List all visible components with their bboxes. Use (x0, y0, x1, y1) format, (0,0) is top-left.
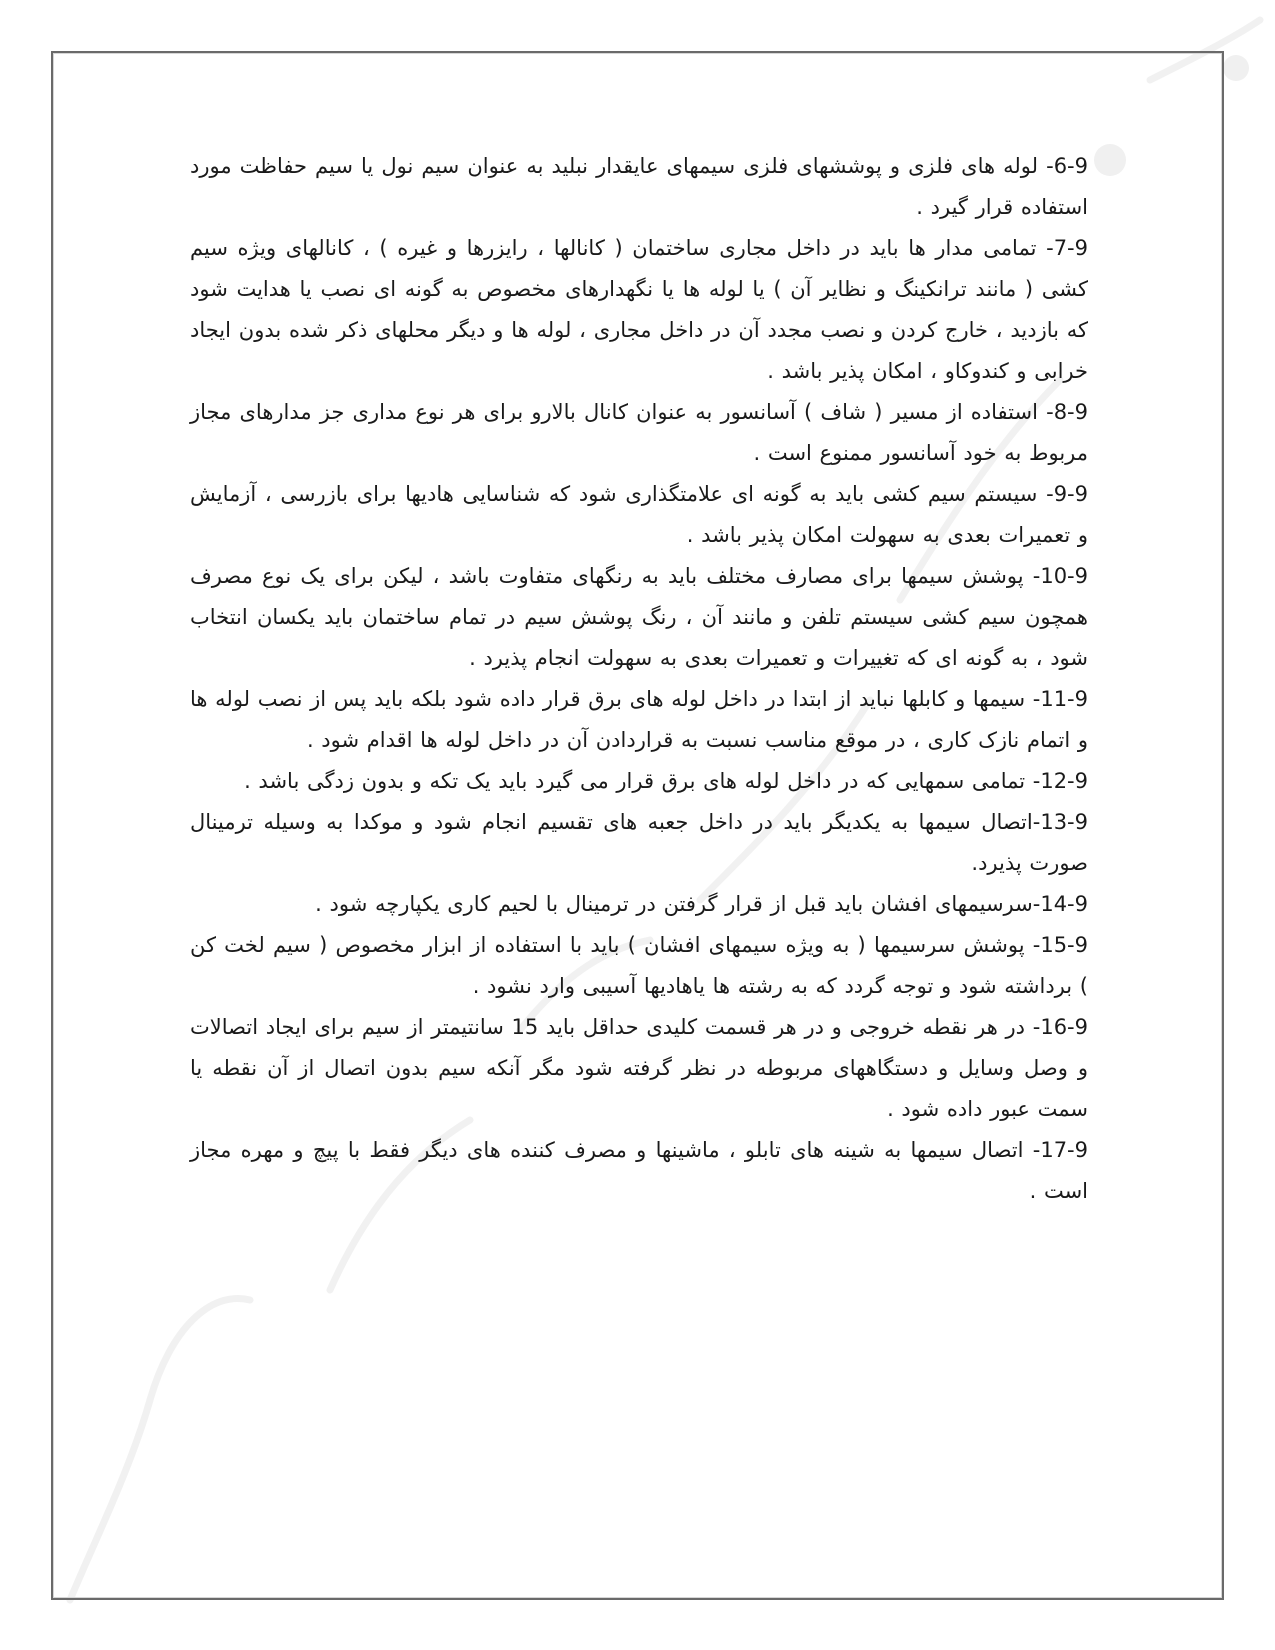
paragraph-9-7: 7-9- تمامی مدار ها باید در داخل مجاری ساختمان ( کانالها ، رایزرها و غیره ) ، کانالهای ویژه سیم کشی ( مانند ترانکینگ و نظایر آن ) یا لوله ها یا نگهدارهای مخصوص به گونه ای نصب یا هدایت شود که بازدید ، خارج کردن و نصب مجدد آن در داخل مجاری ، لوله ها و دیگر محلهای ذکر شده بدون ایجاد خرابی و کندوکاو ، امکان پذیر باشد . (190, 236, 1088, 383)
paragraph-9-13: 13-9-اتصال سیمها به یکدیگر باید در داخل جعبه های تقسیم انجام شود و موکدا به وسیله ترمینال صورت پذیرد. (190, 810, 1088, 875)
paragraph-9-8: 8-9- استفاده از مسیر ( شاف ) آسانسور به عنوان کانال بالارو برای هر نوع مداری جز مدارهای مجاز مربوط به خود آسانسور ممنوع است . (190, 400, 1088, 465)
paragraph-9-15: 15-9- پوشش سرسیمها ( به ویژه سیمهای افشان ) باید با استفاده از ابزار مخصوص ( سیم لخت کن ) برداشته شود و توجه گردد که به رشته ها یاهادیها آسیبی وارد نشود . (190, 933, 1088, 998)
paragraph-9-17: 17-9- اتصال سیمها به شینه های تابلو ، ماشینها و مصرف کننده های دیگر فقط با پیچ و مهره مجاز است . (190, 1138, 1088, 1203)
paragraph-9-12: 12-9- تمامی سمهایی که در داخل لوله های برق قرار می گیرد باید یک تکه و بدون زدگی باشد . (244, 769, 1088, 793)
paragraph-9-9: 9-9- سیستم سیم کشی باید به گونه ای علامتگذاری شود که شناسایی هادیها برای بازرسی ، آزمایش و تعمیرات بعدی به سهولت امکان پذیر باشد . (190, 482, 1088, 547)
paragraph-9-6: 6-9- لوله های فلزی و پوششهای فلزی سیمهای عایقدار نبلید به عنوان سیم نول یا سیم حفاظت مورد استفاده قرار گیرد . (190, 154, 1088, 219)
paragraph-9-11: 11-9- سیمها و کابلها نباید از ابتدا در داخل لوله های برق قرار داده شود بلکه باید پس از نصب لوله ها و اتمام نازک کاری ، در موقع مناسب نسبت به قراردادن آن در داخل لوله ها اقدام شود . (190, 687, 1088, 752)
paragraph-9-14: 14-9-سرسیمهای افشان باید قبل از قرار گرفتن در ترمینال با لحیم کاری یکپارچه شود . (315, 892, 1088, 916)
paragraph-9-16: 16-9- در هر نقطه خروجی و در هر قسمت کلیدی حداقل باید 15 سانتیمتر از سیم برای ایجاد اتصالات و وصل وسایل و دستگاههای مربوطه در نظر گرفته شود مگر آنکه سیم بدون اتصال از آن نقطه یا سمت عبور داده شود . (190, 1015, 1088, 1121)
paragraph-9-10: 10-9- پوشش سیمها برای مصارف مختلف باید به رنگهای متفاوت باشد ، لیکن برای یک نوع مصرف همچون سیم کشی سیستم تلفن و مانند آن ، رنگ پوشش سیم در تمام ساختمان باید یکسان انتخاب شود ، به گونه ای که تغییرات و تعمیرات بعدی به سهولت انجام پذیرد . (190, 564, 1088, 670)
document-body (190, 146, 1088, 1212)
